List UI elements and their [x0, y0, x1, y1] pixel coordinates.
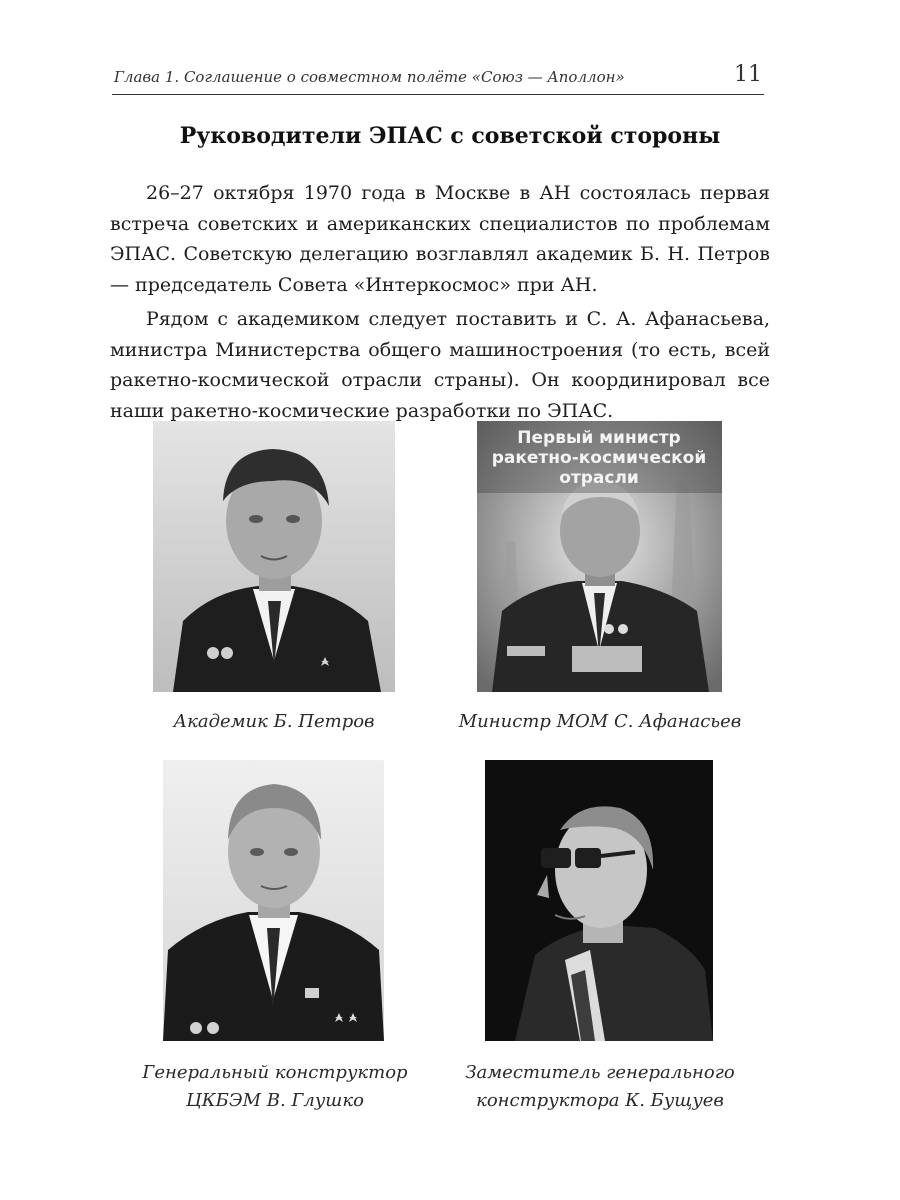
page-number: 11 [734, 62, 762, 87]
photo-bushuev [485, 760, 713, 1041]
caption-line: Генеральный конструктор [142, 1062, 408, 1083]
paragraph-1: 26–27 октября 1970 года в Москве в АН состоялась первая встреча советских и американских специалистов по проблемам ЭПАС. Советскую делегацию возглавлял академик Б. Н. Петров — председатель Совета «Интеркосмос» при АН. [110, 182, 770, 296]
caption-line: Министр МОМ С. Афанасьев [458, 711, 742, 732]
paragraph-2: Рядом с академиком следует поставить и С. А. Афанасьева, министра Министерства общего машиностроения (то есть, всей ракетно-космической отрасли страны). Он координировал все наши ракетно-космические разработки по ЭПАС. [110, 308, 770, 422]
body-text [110, 178, 770, 430]
caption-afanasyev [445, 708, 755, 736]
running-head [112, 60, 764, 95]
photo-glushko [163, 760, 384, 1041]
caption-line: Академик Б. Петров [173, 711, 375, 732]
caption-line: ЦКБЭМ В. Глушко [186, 1090, 364, 1111]
caption-glushko [120, 1059, 430, 1115]
chapter-title: Глава 1. Соглашение о совместном полёте «Союз — Аполлон» [114, 68, 625, 86]
photo-petrov [153, 421, 395, 692]
cover-title-line: отрасли [559, 468, 639, 488]
caption-bushuev [445, 1059, 755, 1115]
section-heading: Руководители ЭПАС с советской стороны [179, 123, 721, 149]
caption-petrov [153, 708, 395, 736]
photo-afanasyev [477, 421, 722, 692]
cover-title-line: ракетно-космической [491, 448, 707, 468]
caption-line: конструктора К. Бущуев [476, 1090, 724, 1111]
cover-title-line: Первый министр [517, 428, 681, 448]
caption-line: Заместитель генерального [465, 1062, 735, 1083]
